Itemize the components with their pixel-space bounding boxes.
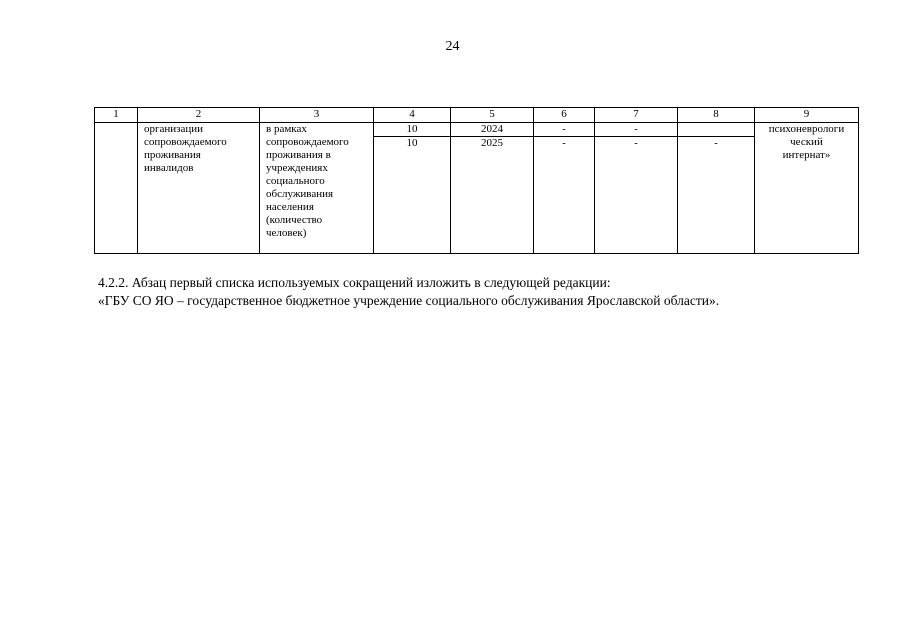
cell-col2: организации сопровождаемого проживания инвалидов: [138, 123, 260, 254]
cell-col7: -: [595, 137, 678, 254]
page-number: 24: [445, 39, 460, 54]
cell-col1: [95, 123, 138, 254]
header-cell: 8: [678, 108, 755, 123]
cell-col9: психоневрологи ческий интернат»: [755, 123, 859, 254]
cell-col4: 10: [374, 123, 451, 137]
paragraph-abbreviation-text: «ГБУ СО ЯО – государственное бюджетное учреждение социального обслуживания Ярославской области».: [98, 293, 720, 308]
cell-col3: в рамках сопровождаемого проживания в учреждениях социального обслуживания населения (количество человек): [260, 123, 374, 254]
header-cell: 3: [260, 108, 374, 123]
cell-col8: [678, 123, 755, 137]
header-cell: 4: [374, 108, 451, 123]
table-header-row: [95, 108, 859, 123]
paragraph-amendment-heading: 4.2.2. Абзац первый списка используемых сокращений изложить в следующей редакции:: [98, 275, 611, 290]
cell-col6: -: [534, 137, 595, 254]
table-row: [95, 123, 859, 137]
header-cell: 6: [534, 108, 595, 123]
cell-col5: 2025: [451, 137, 534, 254]
header-cell: 2: [138, 108, 260, 123]
header-cell: 1: [95, 108, 138, 123]
header-cell: 9: [755, 108, 859, 123]
document-table: [94, 107, 859, 254]
cell-col8: -: [678, 137, 755, 254]
header-cell: 5: [451, 108, 534, 123]
cell-col5: 2024: [451, 123, 534, 137]
header-cell: 7: [595, 108, 678, 123]
cell-col4: 10: [374, 137, 451, 254]
cell-col7: -: [595, 123, 678, 137]
cell-col6: -: [534, 123, 595, 137]
